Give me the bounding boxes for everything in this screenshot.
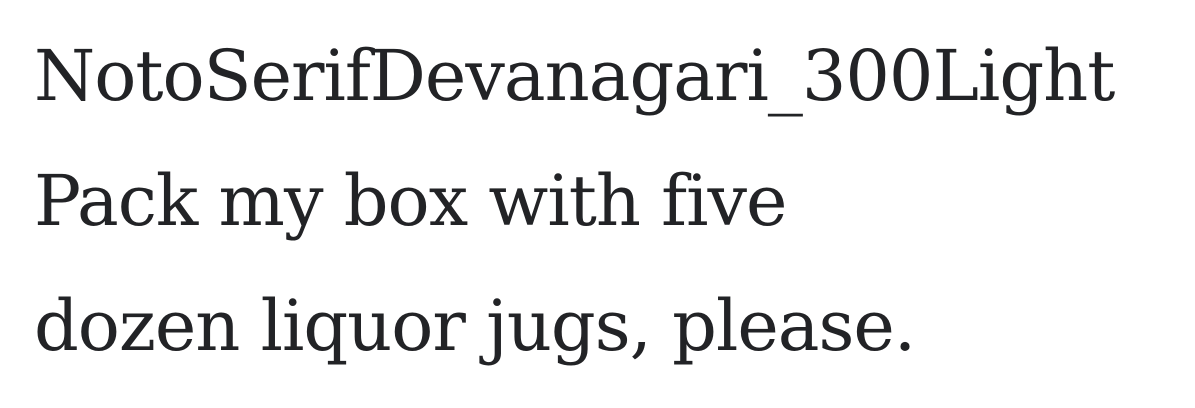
font-name-title: NotoSerifDevanagari_300Light xyxy=(34,35,1115,117)
sample-text-line-2: dozen liquor jugs, please. xyxy=(34,285,916,367)
font-sample-block xyxy=(34,14,1184,389)
sample-text-line-1: Pack my box with five xyxy=(34,160,787,242)
